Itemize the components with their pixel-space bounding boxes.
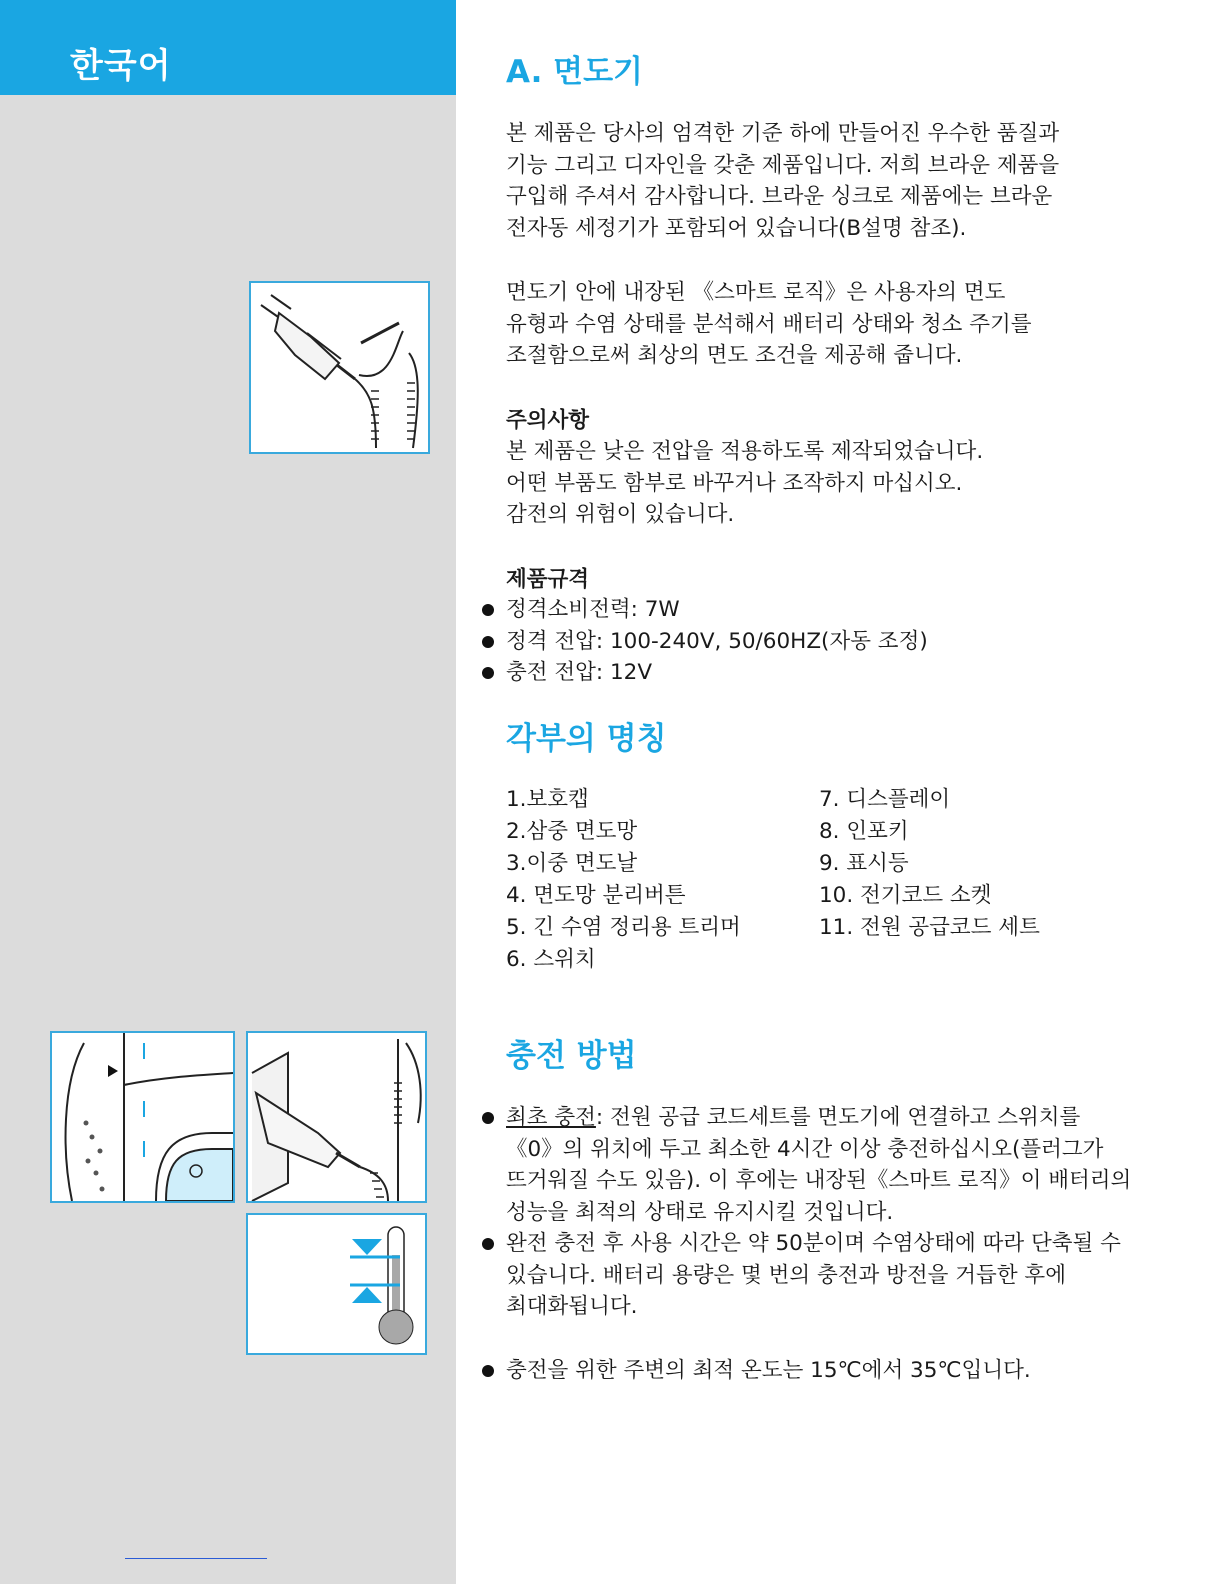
intro-line: 기능 그리고 디자인을 갖춘 제품입니다. 저희 브라운 제품을 bbox=[506, 152, 1060, 178]
bullet-icon bbox=[482, 1112, 494, 1124]
charging-temp-list bbox=[482, 1355, 1202, 1387]
bullet-icon bbox=[482, 1365, 494, 1377]
first-charge-label: 최초 충전 bbox=[506, 1105, 596, 1130]
part-item: 8. 인포키 bbox=[819, 819, 909, 844]
smart-logic-line: 유형과 수염 상태를 분석해서 배터리 상태와 청소 주기를 bbox=[506, 311, 1032, 337]
spec-item: 정격소비전력: 7W bbox=[482, 594, 1202, 626]
spec-title: 제품규격 bbox=[506, 567, 590, 592]
caution-paragraph bbox=[506, 436, 1186, 531]
part-item: 10. 전기코드 소켓 bbox=[819, 883, 992, 908]
language-label: 한국어 bbox=[70, 46, 172, 86]
smart-logic-line: 조절함으로써 최상의 면도 조건을 제공해 줍니다. bbox=[506, 343, 963, 368]
spec-item: 충전 전압: 12V bbox=[482, 657, 1202, 689]
intro-line: 본 제품은 당사의 엄격한 기준 하에 만들어진 우수한 품질과 bbox=[506, 121, 1060, 146]
part-item: 9. 표시등 bbox=[819, 851, 909, 876]
intro-line: 전자동 세정기가 포함되어 있습니다(B설명 참조). bbox=[506, 215, 967, 241]
spec-list bbox=[482, 594, 1202, 689]
smart-logic-line: 면도기 안에 내장된 《스마트 로직》은 사용자의 면도 bbox=[506, 280, 1006, 305]
charging-list bbox=[482, 1102, 1202, 1323]
charging-title: 충전 방법 bbox=[506, 1038, 637, 1074]
smart-logic-paragraph bbox=[506, 277, 1186, 372]
caution-title: 주의사항 bbox=[506, 408, 590, 433]
language-header bbox=[0, 0, 456, 95]
parts-title: 각부의 명칭 bbox=[506, 721, 667, 757]
footer-rule bbox=[125, 1558, 267, 1559]
charging-item-first: 최초 충전: 전원 공급 코드세트를 면도기에 연결하고 스위치를 《0》의 위치에 두고 최소한 4시간 이상 충전하십시오(플러그가 뜨거워질 수도 있음). 이 후에는 내장된《스마트 로직》이 배터리의 성능을 최적의 상태로 유지시킬 것입니다. bbox=[482, 1102, 1202, 1228]
charging-item-runtime: 완전 충전 후 사용 시간은 약 50분이며 수염상태에 따라 단축될 수 있습니다. 배터리 용량은 몇 번의 충전과 방전을 거듭한 후에 최대화됩니다. bbox=[482, 1228, 1202, 1323]
section-a-title: A. 면도기 bbox=[506, 54, 643, 90]
intro-paragraph bbox=[506, 118, 1186, 244]
caution-line: 감전의 위험이 있습니다. bbox=[506, 502, 735, 527]
part-item: 1.보호캡 bbox=[506, 787, 589, 812]
sidebar bbox=[0, 0, 456, 1584]
part-item: 11. 전원 공급코드 세트 bbox=[819, 915, 1040, 940]
charging-item-temperature: 충전을 위한 주변의 최적 온도는 15℃에서 35℃입니다. bbox=[482, 1355, 1202, 1387]
part-item: 6. 스위치 bbox=[506, 947, 596, 972]
bullet-icon bbox=[482, 604, 494, 616]
part-item: 2.삼중 면도망 bbox=[506, 819, 638, 844]
bullet-icon bbox=[482, 1238, 494, 1250]
caution-line: 본 제품은 낮은 전압을 적용하도록 제작되었습니다. bbox=[506, 439, 984, 464]
thermometer-figure bbox=[246, 1213, 427, 1355]
plug-cord-figure bbox=[249, 281, 430, 454]
part-item: 5. 긴 수염 정리용 트리머 bbox=[506, 915, 741, 940]
parts-right-column bbox=[819, 784, 1040, 944]
caution-line: 어떤 부품도 함부로 바꾸거나 조작하지 마십시오. bbox=[506, 470, 963, 496]
main-content bbox=[456, 0, 1224, 1584]
spec-item: 정격 전압: 100-240V, 50/60HZ(자동 조정) bbox=[482, 626, 1202, 658]
shaver-display-figure bbox=[50, 1031, 235, 1203]
charging-outlet-figure bbox=[246, 1031, 427, 1203]
parts-left-column bbox=[506, 784, 741, 976]
part-item: 4. 면도망 분리버튼 bbox=[506, 883, 686, 908]
bullet-icon bbox=[482, 636, 494, 648]
part-item: 3.이중 면도날 bbox=[506, 851, 638, 876]
part-item: 7. 디스플레이 bbox=[819, 787, 951, 812]
intro-line: 구입해 주셔서 감사합니다. 브라운 싱크로 제품에는 브라운 bbox=[506, 184, 1053, 209]
bullet-icon bbox=[482, 667, 494, 679]
